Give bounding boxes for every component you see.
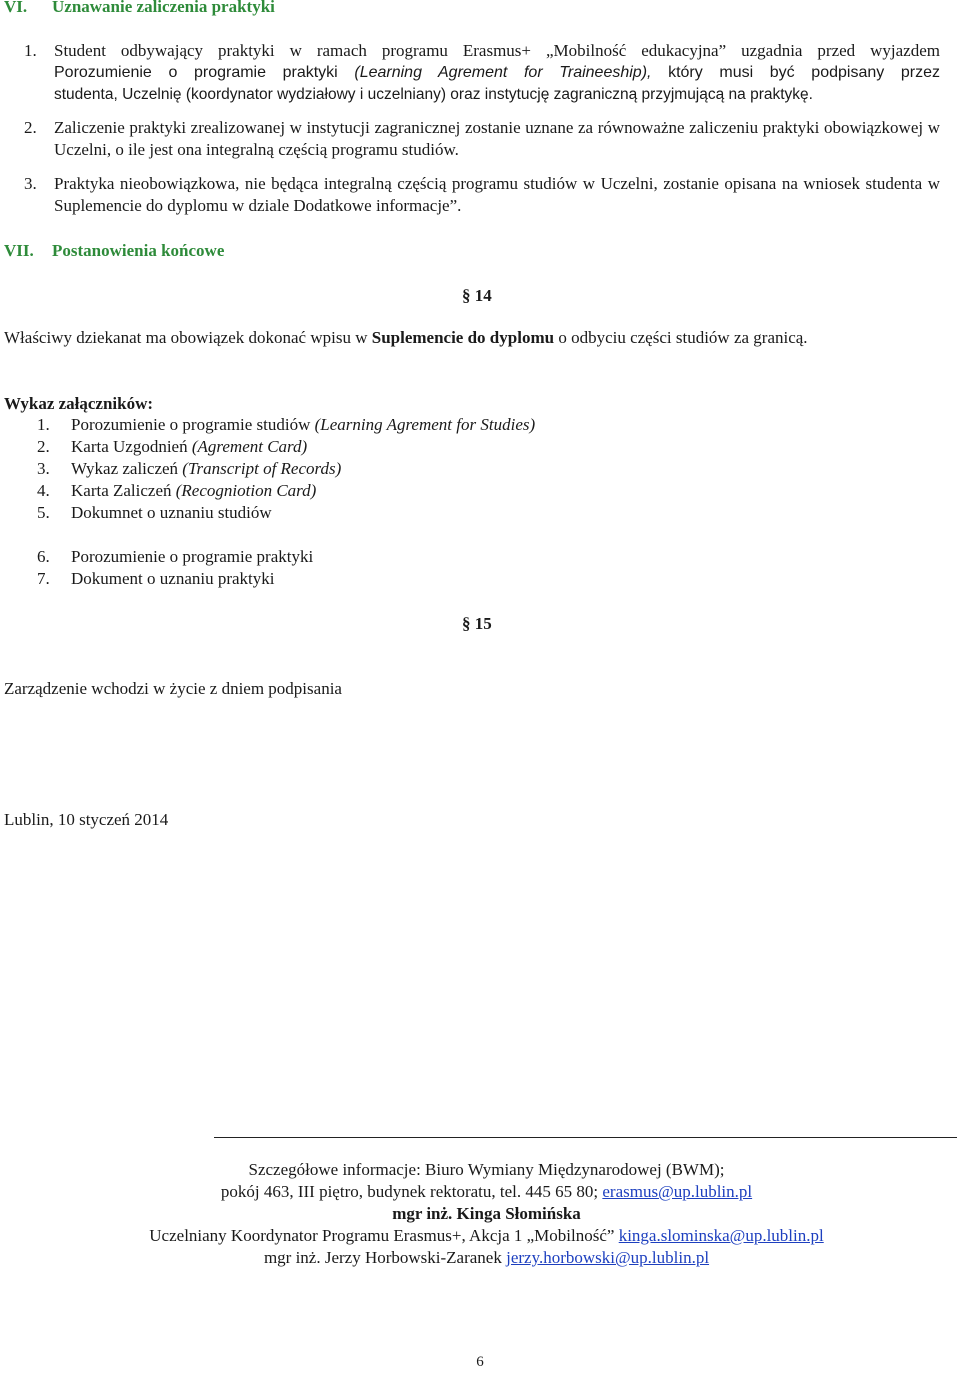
- paragraph-mark-15: § 15: [462, 614, 492, 633]
- item-number: 3.: [37, 459, 50, 478]
- item-text: Dokument o uznaniu praktyki: [71, 569, 275, 588]
- attachments-title: Wykaz załączników:: [4, 394, 154, 413]
- item-line: [54, 62, 940, 84]
- item-italic: (Learning Agrement for Studies): [314, 415, 536, 434]
- list-item: [37, 436, 535, 458]
- item-line-part: który musi być podpisany przez: [651, 64, 940, 81]
- item-number: 3.: [24, 174, 37, 193]
- list-item: [37, 502, 535, 524]
- item-italic: (Agrement Card): [191, 437, 308, 456]
- item-number: 2.: [24, 118, 37, 137]
- item-number: 1.: [24, 41, 37, 60]
- item-line-italic: (Learning Agrement for Traineeship),: [354, 64, 652, 81]
- item-number: 2.: [37, 437, 50, 456]
- item-line: studenta, Uczelnię (koordynator wydziałowy i uczelniany) oraz instytucję zagraniczną przyjmującą na praktykę.: [54, 86, 813, 103]
- footer: [0, 1159, 960, 1269]
- footer-name: mgr inż. Kinga Słomińska: [392, 1204, 581, 1223]
- list-spacer: [37, 524, 535, 546]
- section-title: Uznawanie zaliczenia praktyki: [52, 0, 275, 16]
- item-text: Dokumnet o uznaniu studiów: [71, 503, 272, 522]
- paragraph-15-text: Zarządzenie wchodzi w życie z dniem podpisania: [4, 679, 342, 698]
- section-heading-vii: [4, 240, 224, 262]
- footer-text: pokój 463, III piętro, budynek rektoratu, tel. 445 65 80;: [220, 1182, 603, 1201]
- item-number: 5.: [37, 503, 50, 522]
- item-text: Porozumienie o programie studiów: [71, 415, 315, 434]
- list-item: [24, 173, 940, 217]
- section-title: Postanowienia końcowe: [52, 241, 225, 260]
- text-part: o odbyciu części studiów za granicą.: [554, 328, 808, 347]
- footer-line: [0, 1247, 960, 1269]
- text-bold: Suplemencie do dyplomu: [371, 328, 555, 347]
- item-number: 4.: [37, 481, 50, 500]
- list-item: [37, 414, 535, 436]
- item-line: Student odbywający praktyki w ramach programu Erasmus+ „Mobilność edukacyjna” uzgadnia przed wyjazdem: [54, 41, 940, 60]
- text-part: Właściwy dziekanat ma obowiązek dokonać wpisu w: [4, 328, 372, 347]
- footer-text: mgr inż. Jerzy Horbowski-Zaranek: [263, 1248, 507, 1267]
- section-number: VII.: [4, 241, 34, 260]
- list-item: [37, 568, 535, 590]
- email-link[interactable]: jerzy.horbowski@up.lublin.pl: [506, 1248, 710, 1267]
- item-text: [54, 40, 940, 62]
- list-item: [24, 40, 940, 62]
- footer-line: Szczegółowe informacje: Biuro Wymiany Międzynarodowej (BWM);: [248, 1160, 725, 1179]
- list-item: [37, 458, 535, 480]
- paragraph-14-text: [4, 327, 944, 349]
- list-item: [37, 546, 535, 568]
- page-number: 6: [476, 1354, 484, 1370]
- section-number: VI.: [4, 0, 28, 16]
- list-item: [37, 480, 535, 502]
- item-text: Zaliczenie praktyki zrealizowanej w instytucji zagranicznej zostanie uznane za równoważne zaliczeniu praktyki obowiązkowej w Uczelni, o ile jest ona integralną częścią programu studiów.: [54, 118, 940, 159]
- item-text: Wykaz zaliczeń: [71, 459, 183, 478]
- footer-text: Uczelniany Koordynator Programu Erasmus+, Akcja 1 „Mobilność”: [149, 1226, 619, 1245]
- item-text: Porozumienie o programie praktyki: [71, 547, 314, 566]
- item-number: 6.: [37, 547, 50, 566]
- item-line-part: Porozumienie o programie praktyki: [54, 64, 355, 81]
- item-text: Karta Uzgodnień: [71, 437, 192, 456]
- item-text: Karta Zaliczeń: [71, 481, 176, 500]
- attachments-list: [37, 414, 535, 590]
- footer-divider: [214, 1137, 957, 1138]
- section-heading-vi: [4, 0, 275, 18]
- email-link[interactable]: erasmus@up.lublin.pl: [602, 1182, 753, 1201]
- item-italic: (Transcript of Records): [182, 459, 342, 478]
- email-link[interactable]: kinga.slominska@up.lublin.pl: [618, 1226, 824, 1245]
- place-date: Lublin, 10 styczeń 2014: [4, 810, 169, 829]
- item-italic: (Recogniotion Card): [175, 481, 317, 500]
- item-text: Praktyka nieobowiązkowa, nie będąca integralną częścią programu studiów w Uczelni, zostanie opisana na wniosek studenta w Suplemencie do dyplomu w dziale Dodatkowe informacje”.: [54, 174, 940, 215]
- footer-line: [0, 1181, 960, 1203]
- footer-line: [0, 1225, 960, 1247]
- item-number: 1.: [37, 415, 50, 434]
- paragraph-mark-14: § 14: [462, 286, 492, 305]
- item-number: 7.: [37, 569, 50, 588]
- list-item: [24, 117, 940, 161]
